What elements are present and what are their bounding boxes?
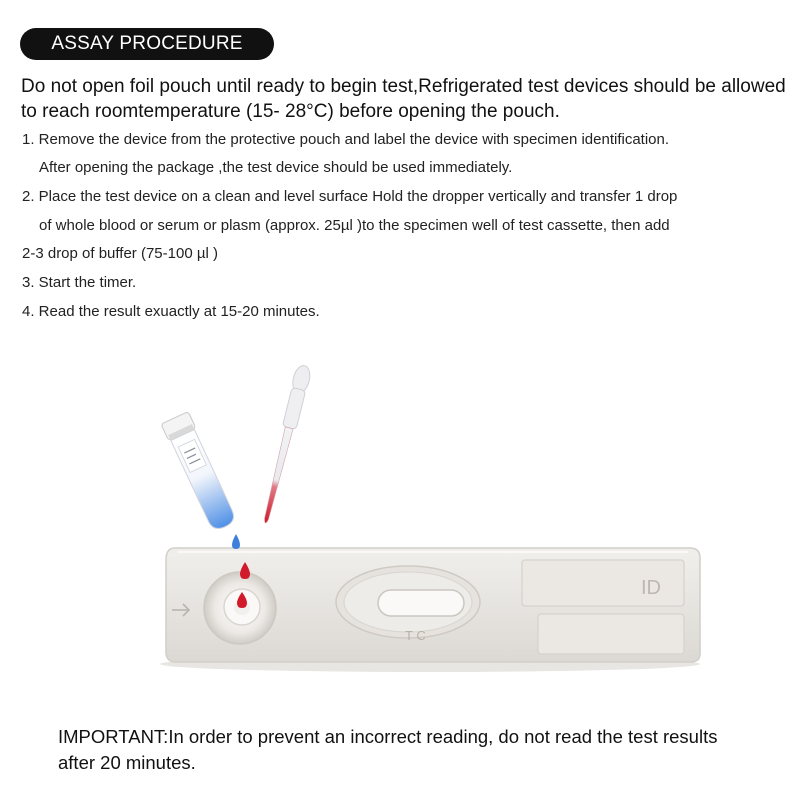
step-2-line-1: 2. Place the test device on a clean and level surface Hold the dropper vertically and transfer 1 drop: [22, 188, 678, 205]
step-4: 4. Read the result exuactly at 15-20 minutes.: [22, 303, 320, 320]
step-3: 3. Start the timer.: [22, 274, 137, 291]
section-title: ASSAY PROCEDURE: [51, 33, 243, 54]
buffer-vial-icon: [161, 412, 239, 533]
specimen-well: [204, 572, 276, 644]
important-note: IMPORTANT:In order to prevent an incorrect reading, do not read the test results after 20 minutes.: [58, 726, 718, 773]
window-marks: T C: [405, 628, 426, 643]
test-cassette-illustration: [150, 350, 710, 680]
step-1-line-1: 1. Remove the device from the protective pouch and label the device with specimen identification.: [22, 131, 670, 148]
dropper-icon: [258, 364, 313, 525]
buffer-drop: [232, 534, 240, 549]
step-1-line-2: After opening the package ,the test device should be used immediately.: [39, 159, 513, 176]
id-label: ID: [641, 577, 661, 599]
step-2-line-2: of whole blood or serum or plasm (approx. 25µl )to the specimen well of test cassette, then add: [39, 217, 670, 234]
section-title-badge: [20, 28, 274, 60]
step-2-line-3: 2-3 drop of buffer (75-100 µl ): [22, 245, 218, 262]
intro-paragraph: Do not open foil pouch until ready to begin test,Refrigerated test devices should be allowed to reach roomtemperature (15- 28°C) before opening the pouch.: [21, 76, 786, 122]
